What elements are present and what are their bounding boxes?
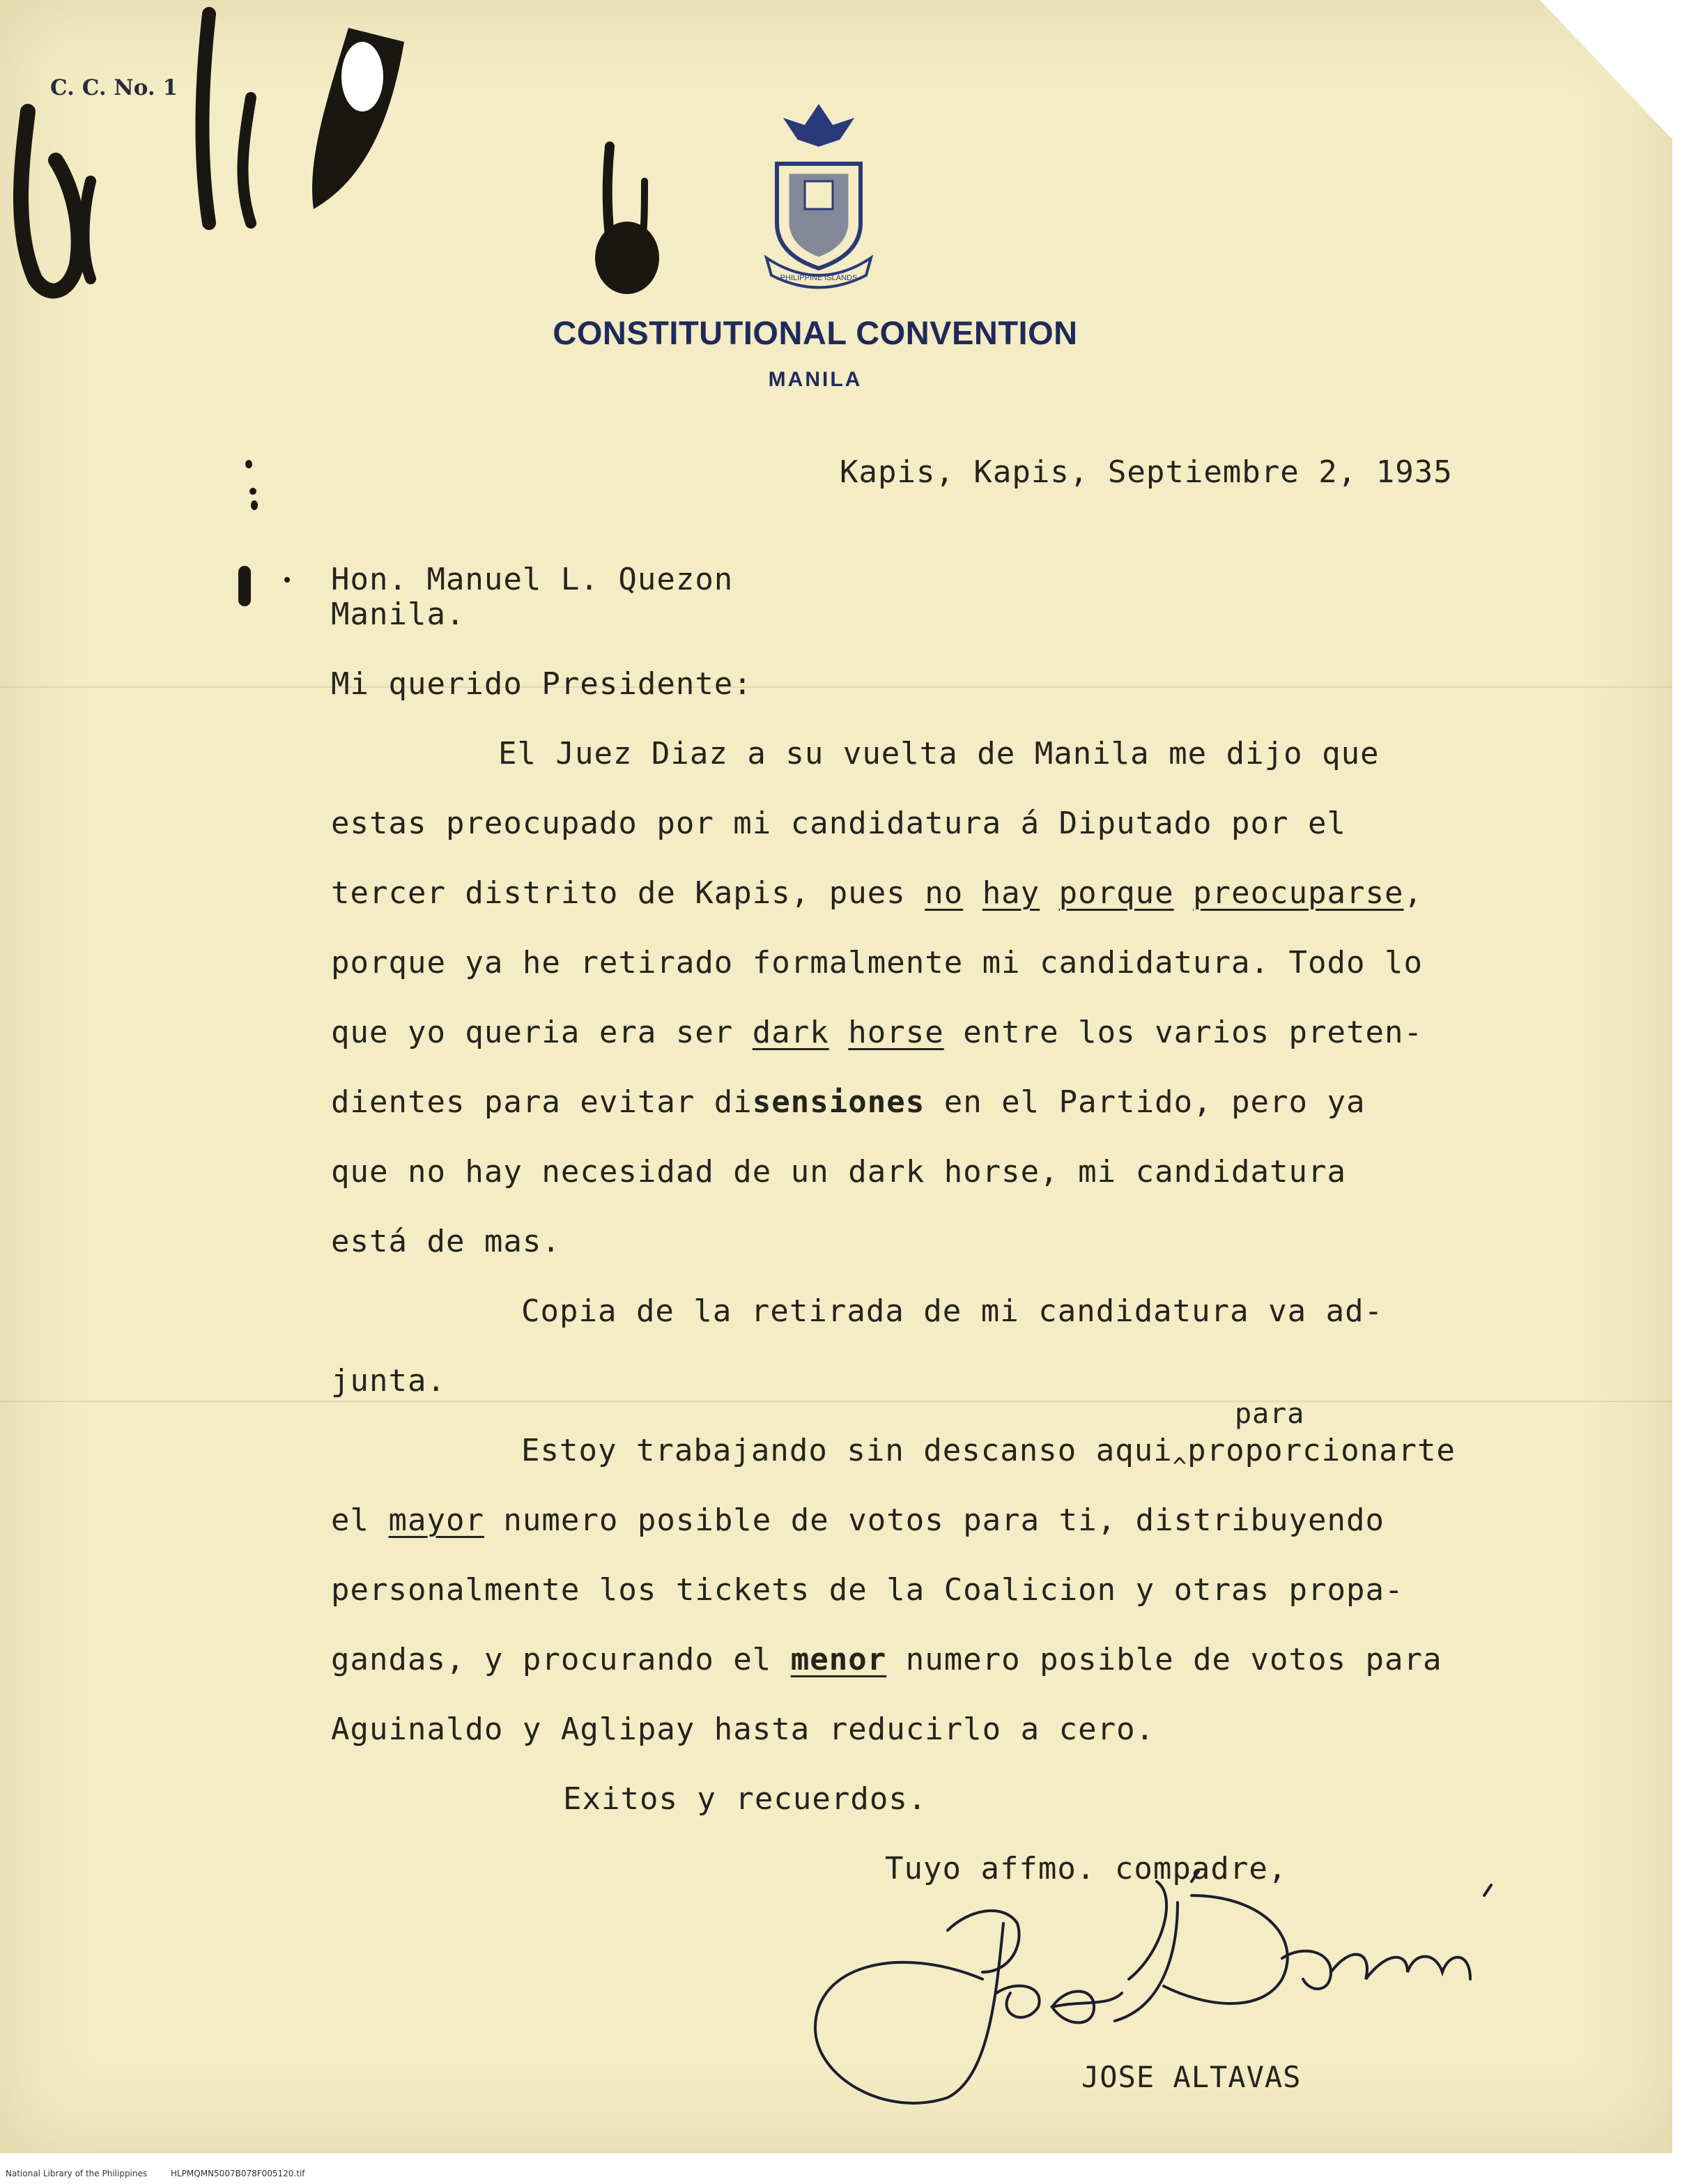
closing: Tuyo affmo. compadre, — [885, 1851, 1288, 1886]
fold-crease — [0, 1401, 1672, 1402]
underlined-word: dark — [752, 1015, 829, 1050]
handwritten-signature — [801, 1868, 1512, 2146]
underlined-word: no — [925, 875, 964, 911]
body-line — [331, 1642, 1442, 1677]
underlined-word: mayor — [388, 1502, 484, 1538]
body-line: El Juez Diaz a su vuelta de Manila me dijo que — [498, 736, 1380, 771]
letterhead-title: CONSTITUTIONAL CONVENTION — [553, 314, 1078, 351]
fold-crease — [0, 686, 1672, 688]
recipient-city: Manila. — [331, 597, 465, 632]
underlined-word: hay — [982, 875, 1040, 911]
body-line — [331, 1502, 1385, 1538]
footer-file-id: HLPMQMN5007B078F005120.tif — [170, 2169, 305, 2178]
text-segment: tercer distrito de Kapis, pues — [331, 875, 925, 911]
bold-word: sensiones — [752, 1084, 925, 1120]
corner-code: C. C. No. 1 — [50, 75, 178, 100]
caret-mark: ^ — [1172, 1453, 1188, 1481]
body-line: estas preocupado por mi candidatura á Diputado por el — [331, 806, 1346, 841]
text-segment: numero posible de votos para ti, distribuyendo — [484, 1502, 1385, 1538]
body-line — [521, 1433, 1456, 1481]
ink-dot — [251, 500, 258, 510]
seal-banner-text: PHILIPPINE ISLANDS — [780, 274, 858, 282]
body-line: Aguinaldo y Aglipay hasta reducirlo a cero. — [331, 1712, 1155, 1747]
body-line: Copia de la retirada de mi candidatura va ad- — [521, 1293, 1384, 1329]
text-segment: dientes para evitar di — [331, 1084, 753, 1120]
recipient-name: Hon. Manuel L. Quezon — [331, 562, 734, 597]
philippine-seal-icon — [756, 98, 881, 293]
signature-name: JOSE ALTAVAS — [1081, 2060, 1302, 2094]
body-line — [331, 1015, 1423, 1050]
body-line: personalmente los tickets de la Coalicion y otras propa- — [331, 1572, 1404, 1608]
salutation: Mi querido Presidente: — [331, 666, 753, 702]
underlined-word: horse — [848, 1015, 944, 1050]
text-segment: Estoy trabajando sin descanso aqui — [521, 1433, 1173, 1468]
body-line: porque ya he retirado formalmente mi candidatura. Todo lo — [331, 945, 1423, 981]
ink-dot — [249, 488, 256, 495]
ink-dot — [245, 460, 252, 468]
body-line: está de mas. — [331, 1224, 561, 1259]
body-line: junta. — [331, 1363, 446, 1399]
ink-dot — [284, 577, 290, 583]
underlined-word: preocuparse — [1193, 875, 1404, 911]
underlined-word: porque — [1058, 875, 1174, 911]
text-segment: , — [1403, 875, 1424, 911]
ink-stains — [0, 0, 669, 321]
text-segment: en el Partido, pero ya — [925, 1084, 1366, 1120]
body-line: Exitos y recuerdos. — [563, 1781, 927, 1817]
ink-dot — [238, 566, 251, 606]
body-line — [331, 1084, 1366, 1120]
body-line — [331, 875, 1423, 911]
scan-footer — [6, 2169, 326, 2178]
text-segment: el — [331, 1502, 389, 1538]
letterhead-city: MANILA — [768, 368, 863, 391]
body-line: que no hay necesidad de un dark horse, mi candidatura — [331, 1154, 1346, 1190]
handwritten-insert: para — [1235, 1398, 1305, 1430]
underlined-word: menor — [790, 1642, 887, 1677]
date-line: Kapis, Kapis, Septiembre 2, 1935 — [840, 454, 1453, 490]
text-segment: que yo queria era ser — [331, 1015, 753, 1050]
text-segment: numero posible de votos para — [886, 1642, 1442, 1677]
text-segment: gandas, y procurando el — [331, 1642, 791, 1677]
torn-corner — [1540, 0, 1672, 139]
text-segment: entre los varios preten- — [943, 1015, 1423, 1050]
text-segment: proporcionarte — [1187, 1433, 1456, 1468]
footer-library: National Library of the Philippines — [6, 2169, 148, 2178]
